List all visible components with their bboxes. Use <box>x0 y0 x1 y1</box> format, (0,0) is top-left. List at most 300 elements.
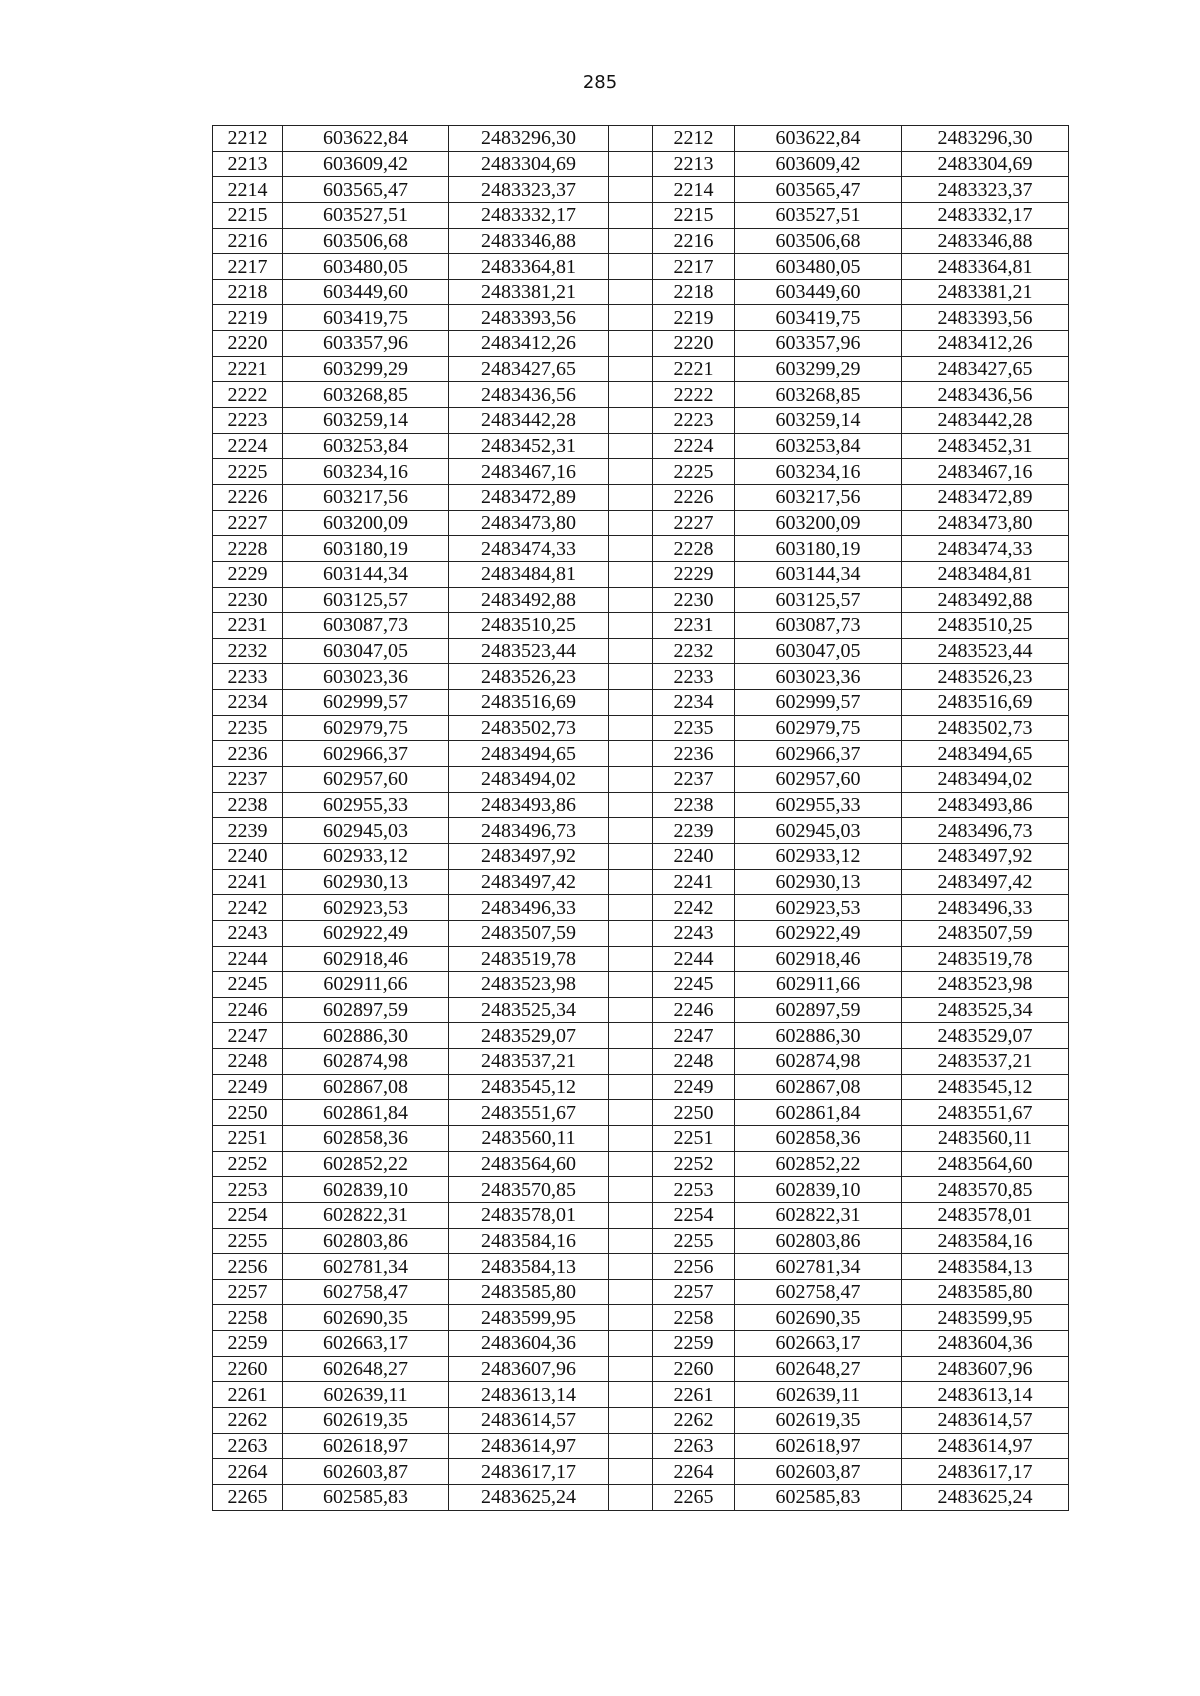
point-number-right-cell: 2238 <box>653 792 735 818</box>
table-row <box>213 1484 1069 1510</box>
table-row <box>213 151 1069 177</box>
y-coordinate-left-cell: 2483519,78 <box>449 946 609 972</box>
x-coordinate-left-cell: 602803,86 <box>283 1228 449 1254</box>
point-number-left-cell: 2262 <box>213 1408 283 1434</box>
y-coordinate-right-cell: 2483442,28 <box>902 408 1069 434</box>
empty-separator-cell <box>609 664 653 690</box>
point-number-right-cell: 2237 <box>653 767 735 793</box>
empty-separator-cell <box>609 587 653 613</box>
x-coordinate-right-cell: 602923,53 <box>735 895 902 921</box>
x-coordinate-right-cell: 602979,75 <box>735 715 902 741</box>
empty-separator-cell <box>609 741 653 767</box>
y-coordinate-left-cell: 2483560,11 <box>449 1125 609 1151</box>
empty-separator-cell <box>609 1125 653 1151</box>
y-coordinate-left-cell: 2483599,95 <box>449 1305 609 1331</box>
point-number-left-cell: 2213 <box>213 151 283 177</box>
x-coordinate-right-cell: 602933,12 <box>735 843 902 869</box>
point-number-right-cell: 2219 <box>653 305 735 331</box>
x-coordinate-right-cell: 602955,33 <box>735 792 902 818</box>
table-row <box>213 408 1069 434</box>
x-coordinate-right-cell: 602874,98 <box>735 1049 902 1075</box>
empty-separator-cell <box>609 997 653 1023</box>
x-coordinate-right-cell: 603419,75 <box>735 305 902 331</box>
y-coordinate-left-cell: 2483442,28 <box>449 408 609 434</box>
x-coordinate-right-cell: 602861,84 <box>735 1100 902 1126</box>
table-row <box>213 459 1069 485</box>
empty-separator-cell <box>609 510 653 536</box>
point-number-left-cell: 2218 <box>213 279 283 305</box>
y-coordinate-left-cell: 2483492,88 <box>449 587 609 613</box>
y-coordinate-left-cell: 2483484,81 <box>449 561 609 587</box>
y-coordinate-left-cell: 2483332,17 <box>449 202 609 228</box>
x-coordinate-left-cell: 602648,27 <box>283 1356 449 1382</box>
table-row <box>213 382 1069 408</box>
x-coordinate-left-cell: 603253,84 <box>283 433 449 459</box>
point-number-right-cell: 2247 <box>653 1023 735 1049</box>
x-coordinate-right-cell: 602618,97 <box>735 1433 902 1459</box>
point-number-left-cell: 2238 <box>213 792 283 818</box>
x-coordinate-left-cell: 602690,35 <box>283 1305 449 1331</box>
point-number-left-cell: 2264 <box>213 1459 283 1485</box>
point-number-left-cell: 2246 <box>213 997 283 1023</box>
y-coordinate-left-cell: 2483436,56 <box>449 382 609 408</box>
y-coordinate-left-cell: 2483578,01 <box>449 1202 609 1228</box>
point-number-right-cell: 2223 <box>653 408 735 434</box>
point-number-left-cell: 2256 <box>213 1254 283 1280</box>
x-coordinate-left-cell: 602858,36 <box>283 1125 449 1151</box>
table-row <box>213 946 1069 972</box>
table-row <box>213 1049 1069 1075</box>
point-number-right-cell: 2221 <box>653 356 735 382</box>
point-number-left-cell: 2247 <box>213 1023 283 1049</box>
empty-separator-cell <box>609 126 653 152</box>
x-coordinate-left-cell: 603268,85 <box>283 382 449 408</box>
x-coordinate-right-cell: 603125,57 <box>735 587 902 613</box>
x-coordinate-right-cell: 602852,22 <box>735 1151 902 1177</box>
y-coordinate-left-cell: 2483614,57 <box>449 1408 609 1434</box>
x-coordinate-right-cell: 603023,36 <box>735 664 902 690</box>
point-number-left-cell: 2227 <box>213 510 283 536</box>
empty-separator-cell <box>609 331 653 357</box>
point-number-right-cell: 2218 <box>653 279 735 305</box>
x-coordinate-right-cell: 603253,84 <box>735 433 902 459</box>
y-coordinate-right-cell: 2483497,92 <box>902 843 1069 869</box>
point-number-right-cell: 2213 <box>653 151 735 177</box>
x-coordinate-right-cell: 603357,96 <box>735 331 902 357</box>
point-number-left-cell: 2214 <box>213 177 283 203</box>
x-coordinate-right-cell: 602803,86 <box>735 1228 902 1254</box>
y-coordinate-right-cell: 2483296,30 <box>902 126 1069 152</box>
point-number-right-cell: 2264 <box>653 1459 735 1485</box>
x-coordinate-right-cell: 602822,31 <box>735 1202 902 1228</box>
point-number-right-cell: 2231 <box>653 613 735 639</box>
y-coordinate-left-cell: 2483617,17 <box>449 1459 609 1485</box>
y-coordinate-right-cell: 2483525,34 <box>902 997 1069 1023</box>
point-number-right-cell: 2253 <box>653 1177 735 1203</box>
table-row <box>213 202 1069 228</box>
point-number-left-cell: 2249 <box>213 1074 283 1100</box>
point-number-right-cell: 2254 <box>653 1202 735 1228</box>
point-number-left-cell: 2220 <box>213 331 283 357</box>
table-row <box>213 587 1069 613</box>
x-coordinate-left-cell: 603299,29 <box>283 356 449 382</box>
empty-separator-cell <box>609 1254 653 1280</box>
y-coordinate-left-cell: 2483564,60 <box>449 1151 609 1177</box>
y-coordinate-left-cell: 2483393,56 <box>449 305 609 331</box>
empty-separator-cell <box>609 869 653 895</box>
table-row <box>213 1125 1069 1151</box>
y-coordinate-right-cell: 2483613,14 <box>902 1382 1069 1408</box>
empty-separator-cell <box>609 1484 653 1510</box>
x-coordinate-left-cell: 603200,09 <box>283 510 449 536</box>
x-coordinate-left-cell: 603609,42 <box>283 151 449 177</box>
point-number-right-cell: 2239 <box>653 818 735 844</box>
x-coordinate-right-cell: 603180,19 <box>735 536 902 562</box>
x-coordinate-left-cell: 602966,37 <box>283 741 449 767</box>
y-coordinate-left-cell: 2483523,98 <box>449 972 609 998</box>
x-coordinate-right-cell: 603622,84 <box>735 126 902 152</box>
point-number-left-cell: 2242 <box>213 895 283 921</box>
point-number-left-cell: 2237 <box>213 767 283 793</box>
table-row <box>213 433 1069 459</box>
point-number-left-cell: 2253 <box>213 1177 283 1203</box>
y-coordinate-left-cell: 2483604,36 <box>449 1331 609 1357</box>
y-coordinate-left-cell: 2483584,13 <box>449 1254 609 1280</box>
point-number-left-cell: 2257 <box>213 1279 283 1305</box>
x-coordinate-right-cell: 602619,35 <box>735 1408 902 1434</box>
y-coordinate-left-cell: 2483427,65 <box>449 356 609 382</box>
point-number-left-cell: 2234 <box>213 690 283 716</box>
table-row <box>213 331 1069 357</box>
y-coordinate-right-cell: 2483604,36 <box>902 1331 1069 1357</box>
y-coordinate-right-cell: 2483497,42 <box>902 869 1069 895</box>
x-coordinate-left-cell: 602618,97 <box>283 1433 449 1459</box>
y-coordinate-left-cell: 2483496,33 <box>449 895 609 921</box>
table-row <box>213 126 1069 152</box>
x-coordinate-right-cell: 603565,47 <box>735 177 902 203</box>
empty-separator-cell <box>609 1408 653 1434</box>
empty-separator-cell <box>609 843 653 869</box>
x-coordinate-left-cell: 602886,30 <box>283 1023 449 1049</box>
x-coordinate-left-cell: 602922,49 <box>283 920 449 946</box>
y-coordinate-left-cell: 2483497,42 <box>449 869 609 895</box>
point-number-left-cell: 2223 <box>213 408 283 434</box>
y-coordinate-right-cell: 2483412,26 <box>902 331 1069 357</box>
x-coordinate-left-cell: 602930,13 <box>283 869 449 895</box>
empty-separator-cell <box>609 356 653 382</box>
empty-separator-cell <box>609 613 653 639</box>
point-number-right-cell: 2263 <box>653 1433 735 1459</box>
y-coordinate-right-cell: 2483364,81 <box>902 254 1069 280</box>
point-number-left-cell: 2255 <box>213 1228 283 1254</box>
table-row <box>213 510 1069 536</box>
y-coordinate-right-cell: 2483551,67 <box>902 1100 1069 1126</box>
point-number-left-cell: 2239 <box>213 818 283 844</box>
point-number-left-cell: 2217 <box>213 254 283 280</box>
y-coordinate-left-cell: 2483474,33 <box>449 536 609 562</box>
x-coordinate-right-cell: 603200,09 <box>735 510 902 536</box>
empty-separator-cell <box>609 1202 653 1228</box>
x-coordinate-right-cell: 602897,59 <box>735 997 902 1023</box>
point-number-right-cell: 2242 <box>653 895 735 921</box>
point-number-right-cell: 2235 <box>653 715 735 741</box>
y-coordinate-left-cell: 2483323,37 <box>449 177 609 203</box>
y-coordinate-left-cell: 2483526,23 <box>449 664 609 690</box>
table-row <box>213 484 1069 510</box>
y-coordinate-left-cell: 2483412,26 <box>449 331 609 357</box>
x-coordinate-left-cell: 603622,84 <box>283 126 449 152</box>
point-number-right-cell: 2246 <box>653 997 735 1023</box>
point-number-right-cell: 2228 <box>653 536 735 562</box>
x-coordinate-left-cell: 602663,17 <box>283 1331 449 1357</box>
x-coordinate-left-cell: 603144,34 <box>283 561 449 587</box>
point-number-left-cell: 2236 <box>213 741 283 767</box>
table-row <box>213 997 1069 1023</box>
x-coordinate-left-cell: 603259,14 <box>283 408 449 434</box>
y-coordinate-right-cell: 2483510,25 <box>902 613 1069 639</box>
y-coordinate-right-cell: 2483467,16 <box>902 459 1069 485</box>
point-number-left-cell: 2212 <box>213 126 283 152</box>
x-coordinate-right-cell: 602585,83 <box>735 1484 902 1510</box>
x-coordinate-left-cell: 603419,75 <box>283 305 449 331</box>
coordinates-table <box>212 125 1069 1511</box>
empty-separator-cell <box>609 254 653 280</box>
empty-separator-cell <box>609 767 653 793</box>
point-number-right-cell: 2262 <box>653 1408 735 1434</box>
point-number-right-cell: 2258 <box>653 1305 735 1331</box>
y-coordinate-left-cell: 2483304,69 <box>449 151 609 177</box>
empty-separator-cell <box>609 151 653 177</box>
y-coordinate-right-cell: 2483625,24 <box>902 1484 1069 1510</box>
empty-separator-cell <box>609 1459 653 1485</box>
point-number-right-cell: 2212 <box>653 126 735 152</box>
point-number-left-cell: 2258 <box>213 1305 283 1331</box>
x-coordinate-left-cell: 602822,31 <box>283 1202 449 1228</box>
empty-separator-cell <box>609 792 653 818</box>
table-row <box>213 279 1069 305</box>
table-row <box>213 1279 1069 1305</box>
y-coordinate-left-cell: 2483585,80 <box>449 1279 609 1305</box>
point-number-right-cell: 2217 <box>653 254 735 280</box>
x-coordinate-right-cell: 602690,35 <box>735 1305 902 1331</box>
empty-separator-cell <box>609 228 653 254</box>
y-coordinate-right-cell: 2483393,56 <box>902 305 1069 331</box>
y-coordinate-right-cell: 2483607,96 <box>902 1356 1069 1382</box>
empty-separator-cell <box>609 1177 653 1203</box>
y-coordinate-right-cell: 2483578,01 <box>902 1202 1069 1228</box>
x-coordinate-right-cell: 603217,56 <box>735 484 902 510</box>
x-coordinate-left-cell: 603506,68 <box>283 228 449 254</box>
table-row <box>213 1151 1069 1177</box>
y-coordinate-right-cell: 2483436,56 <box>902 382 1069 408</box>
point-number-left-cell: 2254 <box>213 1202 283 1228</box>
point-number-right-cell: 2255 <box>653 1228 735 1254</box>
empty-separator-cell <box>609 1382 653 1408</box>
x-coordinate-left-cell: 602781,34 <box>283 1254 449 1280</box>
point-number-left-cell: 2215 <box>213 202 283 228</box>
x-coordinate-left-cell: 603125,57 <box>283 587 449 613</box>
x-coordinate-right-cell: 602957,60 <box>735 767 902 793</box>
table-row <box>213 895 1069 921</box>
y-coordinate-right-cell: 2483560,11 <box>902 1125 1069 1151</box>
table-row <box>213 690 1069 716</box>
x-coordinate-right-cell: 602663,17 <box>735 1331 902 1357</box>
x-coordinate-right-cell: 602639,11 <box>735 1382 902 1408</box>
point-number-right-cell: 2259 <box>653 1331 735 1357</box>
y-coordinate-left-cell: 2483584,16 <box>449 1228 609 1254</box>
x-coordinate-left-cell: 602911,66 <box>283 972 449 998</box>
empty-separator-cell <box>609 202 653 228</box>
y-coordinate-right-cell: 2483523,44 <box>902 638 1069 664</box>
point-number-left-cell: 2235 <box>213 715 283 741</box>
point-number-right-cell: 2252 <box>653 1151 735 1177</box>
x-coordinate-left-cell: 602619,35 <box>283 1408 449 1434</box>
y-coordinate-right-cell: 2483494,65 <box>902 741 1069 767</box>
y-coordinate-right-cell: 2483474,33 <box>902 536 1069 562</box>
x-coordinate-right-cell: 603087,73 <box>735 613 902 639</box>
y-coordinate-left-cell: 2483529,07 <box>449 1023 609 1049</box>
x-coordinate-left-cell: 603180,19 <box>283 536 449 562</box>
x-coordinate-right-cell: 602911,66 <box>735 972 902 998</box>
y-coordinate-right-cell: 2483472,89 <box>902 484 1069 510</box>
point-number-right-cell: 2233 <box>653 664 735 690</box>
x-coordinate-left-cell: 603449,60 <box>283 279 449 305</box>
y-coordinate-left-cell: 2483467,16 <box>449 459 609 485</box>
point-number-left-cell: 2263 <box>213 1433 283 1459</box>
empty-separator-cell <box>609 561 653 587</box>
y-coordinate-right-cell: 2483529,07 <box>902 1023 1069 1049</box>
x-coordinate-left-cell: 602603,87 <box>283 1459 449 1485</box>
point-number-right-cell: 2240 <box>653 843 735 869</box>
x-coordinate-right-cell: 602781,34 <box>735 1254 902 1280</box>
point-number-right-cell: 2245 <box>653 972 735 998</box>
x-coordinate-right-cell: 603609,42 <box>735 151 902 177</box>
x-coordinate-right-cell: 602758,47 <box>735 1279 902 1305</box>
table-row <box>213 1459 1069 1485</box>
point-number-right-cell: 2261 <box>653 1382 735 1408</box>
y-coordinate-right-cell: 2483537,21 <box>902 1049 1069 1075</box>
y-coordinate-left-cell: 2483497,92 <box>449 843 609 869</box>
x-coordinate-left-cell: 602897,59 <box>283 997 449 1023</box>
table-row <box>213 1356 1069 1382</box>
y-coordinate-left-cell: 2483537,21 <box>449 1049 609 1075</box>
empty-separator-cell <box>609 1023 653 1049</box>
x-coordinate-right-cell: 602922,49 <box>735 920 902 946</box>
y-coordinate-left-cell: 2483493,86 <box>449 792 609 818</box>
point-number-left-cell: 2229 <box>213 561 283 587</box>
point-number-left-cell: 2231 <box>213 613 283 639</box>
point-number-right-cell: 2243 <box>653 920 735 946</box>
x-coordinate-right-cell: 603449,60 <box>735 279 902 305</box>
x-coordinate-left-cell: 602758,47 <box>283 1279 449 1305</box>
x-coordinate-left-cell: 602955,33 <box>283 792 449 818</box>
table-row <box>213 818 1069 844</box>
x-coordinate-right-cell: 602945,03 <box>735 818 902 844</box>
y-coordinate-right-cell: 2483496,73 <box>902 818 1069 844</box>
y-coordinate-left-cell: 2483613,14 <box>449 1382 609 1408</box>
point-number-right-cell: 2232 <box>653 638 735 664</box>
table-row <box>213 920 1069 946</box>
y-coordinate-left-cell: 2483472,89 <box>449 484 609 510</box>
x-coordinate-left-cell: 603234,16 <box>283 459 449 485</box>
y-coordinate-right-cell: 2483381,21 <box>902 279 1069 305</box>
empty-separator-cell <box>609 459 653 485</box>
y-coordinate-right-cell: 2483496,33 <box>902 895 1069 921</box>
y-coordinate-right-cell: 2483614,57 <box>902 1408 1069 1434</box>
y-coordinate-right-cell: 2483492,88 <box>902 587 1069 613</box>
point-number-left-cell: 2243 <box>213 920 283 946</box>
x-coordinate-right-cell: 603259,14 <box>735 408 902 434</box>
point-number-left-cell: 2252 <box>213 1151 283 1177</box>
y-coordinate-right-cell: 2483545,12 <box>902 1074 1069 1100</box>
empty-separator-cell <box>609 638 653 664</box>
table-row <box>213 1408 1069 1434</box>
table-row <box>213 869 1069 895</box>
point-number-left-cell: 2219 <box>213 305 283 331</box>
point-number-right-cell: 2224 <box>653 433 735 459</box>
empty-separator-cell <box>609 946 653 972</box>
point-number-right-cell: 2214 <box>653 177 735 203</box>
point-number-right-cell: 2256 <box>653 1254 735 1280</box>
table-row <box>213 972 1069 998</box>
empty-separator-cell <box>609 972 653 998</box>
point-number-left-cell: 2221 <box>213 356 283 382</box>
y-coordinate-left-cell: 2483346,88 <box>449 228 609 254</box>
point-number-right-cell: 2265 <box>653 1484 735 1510</box>
y-coordinate-right-cell: 2483617,17 <box>902 1459 1069 1485</box>
y-coordinate-right-cell: 2483526,23 <box>902 664 1069 690</box>
table-row <box>213 1177 1069 1203</box>
x-coordinate-right-cell: 602930,13 <box>735 869 902 895</box>
point-number-left-cell: 2216 <box>213 228 283 254</box>
point-number-right-cell: 2257 <box>653 1279 735 1305</box>
y-coordinate-left-cell: 2483525,34 <box>449 997 609 1023</box>
y-coordinate-right-cell: 2483427,65 <box>902 356 1069 382</box>
y-coordinate-right-cell: 2483516,69 <box>902 690 1069 716</box>
table-row <box>213 1382 1069 1408</box>
point-number-left-cell: 2232 <box>213 638 283 664</box>
x-coordinate-left-cell: 602979,75 <box>283 715 449 741</box>
point-number-right-cell: 2236 <box>653 741 735 767</box>
empty-separator-cell <box>609 382 653 408</box>
point-number-left-cell: 2240 <box>213 843 283 869</box>
point-number-left-cell: 2259 <box>213 1331 283 1357</box>
y-coordinate-right-cell: 2483570,85 <box>902 1177 1069 1203</box>
y-coordinate-left-cell: 2483625,24 <box>449 1484 609 1510</box>
x-coordinate-right-cell: 603047,05 <box>735 638 902 664</box>
y-coordinate-right-cell: 2483323,37 <box>902 177 1069 203</box>
x-coordinate-right-cell: 603234,16 <box>735 459 902 485</box>
point-number-left-cell: 2261 <box>213 1382 283 1408</box>
y-coordinate-left-cell: 2483570,85 <box>449 1177 609 1203</box>
table-row <box>213 356 1069 382</box>
x-coordinate-left-cell: 602923,53 <box>283 895 449 921</box>
x-coordinate-right-cell: 603144,34 <box>735 561 902 587</box>
x-coordinate-right-cell: 603506,68 <box>735 228 902 254</box>
point-number-right-cell: 2227 <box>653 510 735 536</box>
y-coordinate-right-cell: 2483452,31 <box>902 433 1069 459</box>
table-row <box>213 843 1069 869</box>
x-coordinate-right-cell: 602648,27 <box>735 1356 902 1382</box>
point-number-left-cell: 2226 <box>213 484 283 510</box>
table-row <box>213 1331 1069 1357</box>
x-coordinate-right-cell: 602858,36 <box>735 1125 902 1151</box>
x-coordinate-left-cell: 602861,84 <box>283 1100 449 1126</box>
point-number-left-cell: 2222 <box>213 382 283 408</box>
point-number-right-cell: 2230 <box>653 587 735 613</box>
x-coordinate-left-cell: 602999,57 <box>283 690 449 716</box>
y-coordinate-left-cell: 2483381,21 <box>449 279 609 305</box>
